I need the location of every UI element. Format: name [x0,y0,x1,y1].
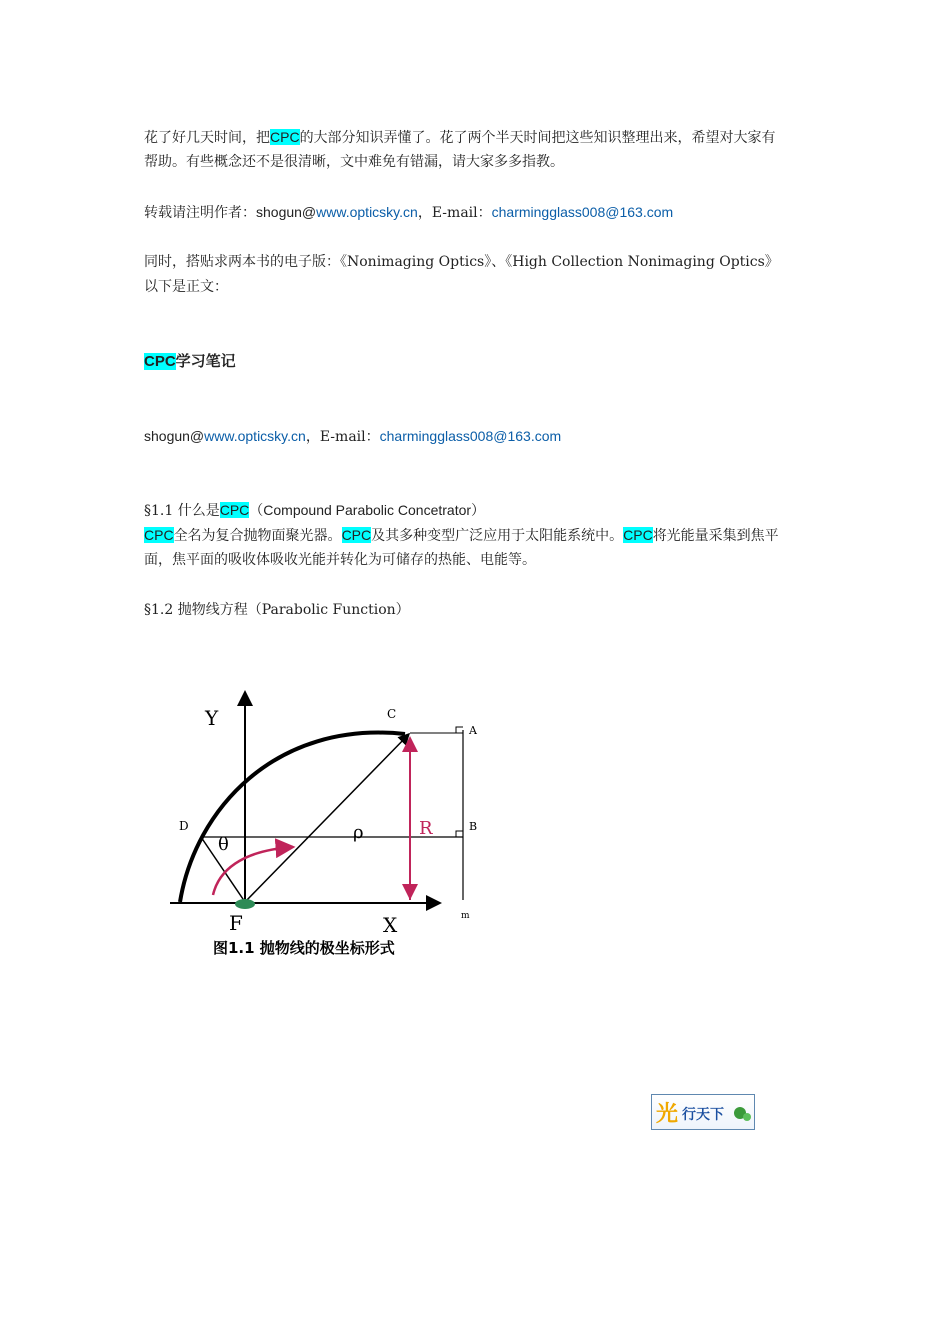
section-1-2-title: §1.2 抛物线方程（Parabolic Function） [144,602,410,618]
label-b: B [469,820,478,833]
site-link[interactable]: www.opticsky.cn [204,428,306,444]
section-1-1-body-line-1 [144,525,779,546]
books-request: 同时，搭贴求两本书的电子版：《Nonimaging Optics》、《High Collection Nonimaging Optics》 [144,254,779,270]
cpc-highlight: CPC [270,129,300,145]
site-link[interactable]: www.opticsky.cn [316,204,418,220]
label-rho: ρ [353,822,364,843]
body-intro: 以下是正文： [144,279,228,295]
cpc-highlight: CPC [219,502,250,518]
reprint-notice [144,202,673,223]
cpc-highlight: CPC [144,353,176,370]
email-label: ，E-mail： [417,205,492,221]
author-handle: shogun@ [144,428,205,444]
intro-text: 花了好几天时间，把 [144,130,270,146]
label-c: C [387,707,397,721]
section-1-1-title [144,500,485,521]
logo-text: 行天下 [682,1107,724,1123]
title-text: 学习笔记 [175,352,236,370]
label-x: X [383,913,398,937]
label-d: D [179,819,189,833]
label-theta: θ [218,834,229,855]
intro-paragraph-line-1 [144,127,776,148]
author-handle: shogun@ [256,204,317,220]
label-a: A [469,724,477,737]
right-angle-b [456,831,463,837]
email-label: ，E-mail： [305,429,380,445]
label-r: R [419,818,433,839]
cpc-highlight: CPC [341,527,372,543]
rho-vector [245,734,409,902]
parabola-polar-figure [165,690,485,965]
page-title [144,351,236,372]
intro-text: 的大部分知识弄懂了。花了两个半天时间把这些知识整理出来，希望对大家有 [299,130,776,146]
body-text: 将光能量采集到焦平 [652,528,779,544]
email-link[interactable]: charmingglass008@163.com [379,428,562,444]
body-text: 全名为复合抛物面聚光器。 [173,528,342,544]
body-text: 及其多种变型广泛应用于太阳能系统中。 [371,528,624,544]
right-angle-a [456,727,463,733]
section-1-1-body-line-2: 面，焦平面的吸收体吸收光能并转化为可储存的热能、电能等。 [144,552,536,568]
cpc-highlight: CPC [144,527,174,543]
logo-char: 光 [656,1102,679,1127]
figure-caption: 图1.1 抛物线的极坐标形式 [213,939,395,957]
label-m: m [461,911,470,921]
section-title-text: §1.1 什么是 [144,503,220,519]
parabola-curve [180,733,405,902]
reprint-prefix: 转载请注明作者： [144,205,256,221]
label-y: Y [205,706,219,730]
cpc-highlight: CPC [623,527,653,543]
section-title-text: （Compound Parabolic Concetrator） [249,502,486,518]
label-f: F [229,911,243,935]
focus-point [235,899,255,909]
author-line [144,426,561,447]
intro-paragraph-line-2: 帮助。有些概念还不是很清晰，文中难免有错漏，请大家多多指教。 [144,154,564,170]
logo-figure-icon [743,1113,751,1121]
email-link[interactable]: charmingglass008@163.com [491,204,674,220]
site-logo[interactable] [651,1094,755,1130]
logo-graphic [652,1095,754,1129]
